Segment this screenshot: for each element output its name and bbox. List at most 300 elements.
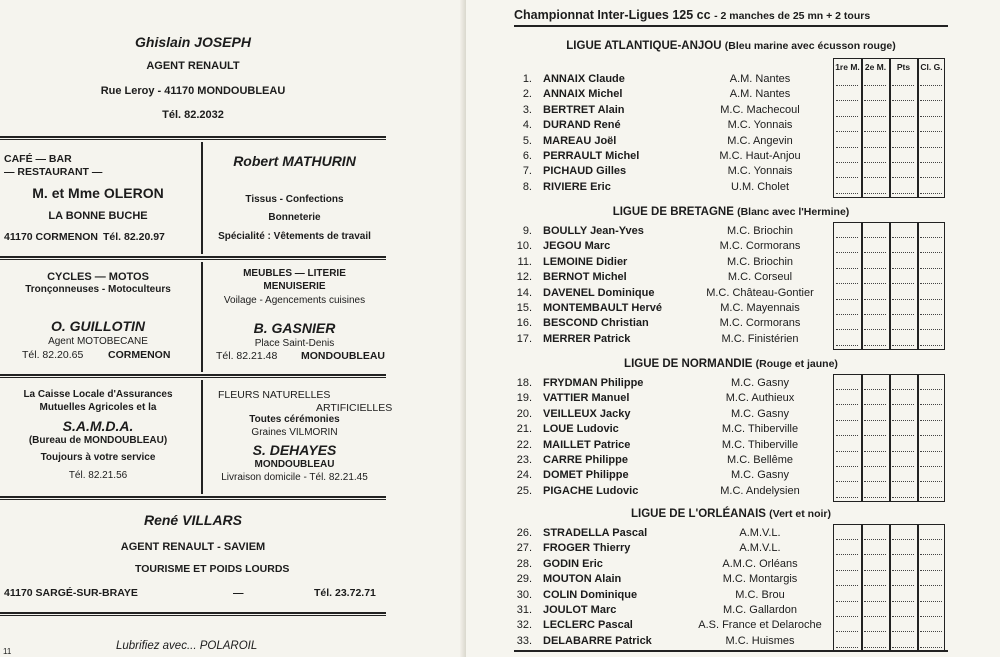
rider-number: 24. xyxy=(516,469,532,482)
league-header xyxy=(514,40,948,52)
score-cell xyxy=(864,268,886,270)
league-colors: (Blanc avec l'Hermine) xyxy=(737,206,850,218)
score-cell xyxy=(836,268,858,270)
score-cell xyxy=(864,420,886,422)
rider-number: 17. xyxy=(516,332,532,345)
score-cell xyxy=(892,252,914,254)
rider-name: FRYDMAN Philippe xyxy=(543,377,644,389)
rider-name: BOULLY Jean-Yves xyxy=(543,225,644,237)
score-cell xyxy=(920,554,942,556)
rider-number: 32. xyxy=(516,619,532,632)
joseph-address: Rue Leroy - 41170 MONDOUBLEAU xyxy=(100,85,286,97)
score-cell xyxy=(920,116,942,118)
score-cell xyxy=(892,616,914,618)
score-cell xyxy=(920,451,942,453)
score-cell xyxy=(864,585,886,587)
gasnier-line3: Voilage - Agencements cuisines xyxy=(223,295,366,306)
score-cell xyxy=(864,497,886,499)
score-cell xyxy=(892,283,914,285)
score-cell xyxy=(892,481,914,483)
score-cell xyxy=(836,631,858,633)
table-row xyxy=(514,485,948,502)
samda-line1: La Caisse Locale d'Assurances xyxy=(23,389,173,400)
rider-club: M.C. Bellême xyxy=(726,454,794,466)
samda-line3: (Bureau de MONDOUBLEAU) xyxy=(28,435,168,446)
rider-club: M.C. Thiberville xyxy=(721,438,799,451)
score-cell xyxy=(920,616,942,618)
score-cell xyxy=(836,85,858,87)
score-cell xyxy=(920,481,942,483)
score-cell xyxy=(892,631,914,633)
rider-name: LEMOINE Didier xyxy=(543,255,628,268)
rider-club: A.M. Nantes xyxy=(729,73,791,85)
score-cell xyxy=(920,345,942,347)
rider-club: M.C. Yonnais xyxy=(727,119,793,132)
rider-name: BERNOT Michel xyxy=(543,271,627,284)
score-cell xyxy=(864,389,886,391)
rider-name: LOUE Ludovic xyxy=(543,423,619,436)
rider-club: A.M.V.L. xyxy=(739,527,781,539)
rider-number: 21. xyxy=(516,423,532,436)
score-cell xyxy=(864,237,886,239)
rider-club: M.C. Yonnais xyxy=(727,165,793,178)
rider-club: M.C. Briochin xyxy=(726,225,794,237)
score-cell xyxy=(836,497,858,499)
score-cell xyxy=(920,162,942,164)
villars-address: 41170 SARGÉ-SUR-BRAYE xyxy=(4,587,138,599)
rider-number: 1. xyxy=(522,73,532,85)
dehayes-line1: FLEURS NATURELLES xyxy=(218,389,331,401)
rider-name: MAREAU Joël xyxy=(543,134,617,147)
score-cell xyxy=(864,481,886,483)
score-cell xyxy=(920,631,942,633)
mathurin-line2: Bonneterie xyxy=(268,212,321,223)
score-cell xyxy=(836,177,858,179)
oleron-tel: Tél. 82.20.97 xyxy=(103,231,165,243)
score-cell xyxy=(892,345,914,347)
oleron-line2: — RESTAURANT — xyxy=(4,166,103,178)
score-cell xyxy=(836,299,858,301)
rider-name: MOUTON Alain xyxy=(543,573,622,586)
score-cell xyxy=(864,345,886,347)
page-number: 11 xyxy=(3,647,12,656)
rider-number: 4. xyxy=(522,119,532,132)
rider-name: VEILLEUX Jacky xyxy=(543,407,631,420)
score-cell xyxy=(836,131,858,133)
samda-line4: Toujours à votre service xyxy=(40,452,156,463)
score-cell xyxy=(920,466,942,468)
rider-club: M.C. Briochin xyxy=(726,255,794,268)
rider-club: M.C. Cormorans xyxy=(719,240,801,253)
villars-line2: TOURISME ET POIDS LOURDS xyxy=(135,563,290,575)
score-cell xyxy=(920,539,942,541)
guillotin-line3: Agent MOTOBECANE xyxy=(48,336,148,347)
villars-name: René VILLARS xyxy=(143,512,242,528)
score-cell xyxy=(892,601,914,603)
score-cell xyxy=(836,404,858,406)
rider-number: 23. xyxy=(516,454,532,466)
score-cell xyxy=(892,314,914,316)
column-header: Cl. G. xyxy=(920,62,943,72)
score-cell xyxy=(864,299,886,301)
rider-number: 22. xyxy=(516,438,532,451)
divider xyxy=(0,612,386,616)
title-sub: - 2 manches de 25 mn + 2 tours xyxy=(714,10,871,22)
gasnier-town: MONDOUBLEAU xyxy=(301,350,385,362)
score-cell xyxy=(836,314,858,316)
rider-number: 29. xyxy=(516,573,532,586)
rider-club: M.C. Cormorans xyxy=(719,317,801,330)
dehayes-line6: Livraison domicile - Tél. 82.21.45 xyxy=(221,472,368,483)
rider-club: M.C. Authieux xyxy=(725,392,795,405)
joseph-name: Ghislain JOSEPH xyxy=(135,34,251,50)
rider-name: DURAND René xyxy=(543,119,621,132)
divider xyxy=(0,496,386,500)
rider-name: DELABARRE Patrick xyxy=(543,634,652,647)
rider-number: 8. xyxy=(522,180,532,193)
league-header xyxy=(514,206,948,218)
rider-name: PIGACHE Ludovic xyxy=(543,484,639,497)
rider-club: M.C. Château-Gontier xyxy=(706,286,814,299)
rider-name: GODIN Eric xyxy=(543,557,603,570)
score-cell xyxy=(864,554,886,556)
score-cell xyxy=(920,177,942,179)
score-cell xyxy=(836,539,858,541)
score-cell xyxy=(892,162,914,164)
league-name: LIGUE ATLANTIQUE-ANJOU xyxy=(566,40,722,52)
score-cell xyxy=(920,497,942,499)
score-cell xyxy=(836,481,858,483)
score-cell xyxy=(836,585,858,587)
joseph-tel: Tél. 82.2032 xyxy=(162,109,224,121)
score-cell xyxy=(920,268,942,270)
league-name: LIGUE DE NORMANDIE xyxy=(624,358,753,370)
table-row xyxy=(514,181,948,198)
score-cell xyxy=(864,283,886,285)
rider-number: 2. xyxy=(522,88,532,101)
score-cell xyxy=(864,314,886,316)
footer-slogan: Lubrifiez avec... POLAROIL xyxy=(116,640,258,652)
score-cell xyxy=(836,147,858,149)
rider-club: M.C. Huismes xyxy=(725,634,795,647)
score-cell xyxy=(836,193,858,195)
score-cell xyxy=(892,466,914,468)
score-cell xyxy=(892,585,914,587)
score-cell xyxy=(892,497,914,499)
rider-name: MONTEMBAULT Hervé xyxy=(543,302,662,314)
score-cell xyxy=(920,100,942,102)
divider xyxy=(514,650,948,653)
column-header: 2e M. xyxy=(864,62,887,72)
score-cell xyxy=(836,570,858,572)
samda-tel: Tél. 82.21.56 xyxy=(68,470,128,481)
score-cell xyxy=(836,100,858,102)
joseph-line1: AGENT RENAULT xyxy=(146,60,240,72)
mathurin-name: Robert MATHURIN xyxy=(233,153,356,169)
rider-name: MAILLET Patrice xyxy=(543,438,631,451)
score-cell xyxy=(920,131,942,133)
score-cell xyxy=(864,616,886,618)
rider-number: 18. xyxy=(516,377,532,389)
divider xyxy=(0,374,386,378)
table-row xyxy=(514,333,948,350)
league-colors: (Rouge et jaune) xyxy=(755,358,838,370)
rider-club: M.C. Haut-Anjou xyxy=(719,150,801,162)
gasnier-name: B. GASNIER xyxy=(253,320,336,336)
gasnier-tel: Tél. 82.21.48 xyxy=(216,350,278,362)
score-cell xyxy=(920,647,942,649)
rider-name: ANNAIX Michel xyxy=(543,88,623,101)
rider-number: 26. xyxy=(516,527,532,539)
rider-number: 12. xyxy=(516,271,532,284)
score-cell xyxy=(864,100,886,102)
rider-club: M.C. Machecoul xyxy=(720,103,800,116)
score-cell xyxy=(864,631,886,633)
score-cell xyxy=(892,131,914,133)
score-cell xyxy=(864,85,886,87)
score-cell xyxy=(836,237,858,239)
rider-club: A.M.C. Orléans xyxy=(722,557,798,570)
rider-club: A.S. France et Delaroche xyxy=(698,619,822,632)
rider-club: M.C. Mayennais xyxy=(720,302,800,314)
oleron-line1: CAFÉ — BAR xyxy=(4,153,72,165)
rider-number: 28. xyxy=(516,557,532,570)
gasnier-line4: Place Saint-Denis xyxy=(254,338,335,349)
rider-name: CARRE Philippe xyxy=(543,454,628,466)
score-cell xyxy=(892,85,914,87)
rider-name: VATTIER Manuel xyxy=(543,392,630,405)
rider-club: M.C. Gasny xyxy=(730,407,790,420)
score-cell xyxy=(920,193,942,195)
score-cell xyxy=(892,100,914,102)
rider-number: 27. xyxy=(516,542,532,555)
rider-number: 9. xyxy=(522,225,532,237)
guillotin-name: O. GUILLOTIN xyxy=(50,318,146,334)
score-cell xyxy=(864,404,886,406)
guillotin-line1: CYCLES — MOTOS xyxy=(47,271,149,283)
score-cell xyxy=(836,466,858,468)
league-header xyxy=(514,358,948,370)
score-cell xyxy=(836,283,858,285)
guillotin-line2: Tronçonneuses - Motoculteurs xyxy=(25,284,171,295)
score-cell xyxy=(920,147,942,149)
score-cell xyxy=(836,162,858,164)
score-cell xyxy=(892,570,914,572)
rider-club: M.C. Thiberville xyxy=(721,423,799,436)
rider-number: 10. xyxy=(516,240,532,253)
villars-tel: Tél. 23.72.71 xyxy=(314,587,376,599)
score-cell xyxy=(836,420,858,422)
score-cell xyxy=(892,539,914,541)
score-cell xyxy=(920,585,942,587)
rider-name: DAVENEL Dominique xyxy=(543,286,655,299)
page-title xyxy=(514,8,948,27)
rider-club: M.C. Gasny xyxy=(730,469,790,482)
dehayes-line2: ARTIFICIELLES xyxy=(316,402,393,414)
score-cell xyxy=(892,404,914,406)
villars-line1: AGENT RENAULT - SAVIEM xyxy=(120,541,266,553)
oleron-address: 41170 CORMENON xyxy=(4,231,98,243)
left-page xyxy=(0,0,466,657)
score-cell xyxy=(864,252,886,254)
gasnier-line2: MENUISERIE xyxy=(263,281,326,292)
rider-name: DOMET Philippe xyxy=(543,469,629,482)
rider-club: M.C. Gasny xyxy=(730,377,790,389)
score-cell xyxy=(864,647,886,649)
rider-name: RIVIERE Eric xyxy=(543,180,611,193)
score-cell xyxy=(864,193,886,195)
score-cell xyxy=(892,647,914,649)
guillotin-tel: Tél. 82.20.65 xyxy=(22,349,84,361)
score-cell xyxy=(864,162,886,164)
league-name: LIGUE DE L'ORLÉANAIS xyxy=(630,508,766,520)
rider-name: LECLERC Pascal xyxy=(543,619,633,632)
score-cell xyxy=(836,647,858,649)
rider-name: BESCOND Christian xyxy=(543,317,649,330)
rider-club: M.C. Corseul xyxy=(727,271,793,284)
score-cell xyxy=(836,116,858,118)
dehayes-line3: Toutes cérémonies xyxy=(249,414,340,425)
rider-name: STRADELLA Pascal xyxy=(543,527,648,539)
score-cell xyxy=(864,116,886,118)
rider-number: 11. xyxy=(517,255,532,268)
score-cell xyxy=(920,404,942,406)
score-cell xyxy=(836,345,858,347)
rider-number: 7. xyxy=(522,165,532,178)
rider-number: 33. xyxy=(516,634,532,647)
score-cell xyxy=(836,616,858,618)
score-cell xyxy=(892,329,914,331)
score-cell xyxy=(836,252,858,254)
rider-number: 20. xyxy=(516,407,532,420)
score-cell xyxy=(920,283,942,285)
divider xyxy=(0,256,386,260)
score-cell xyxy=(892,268,914,270)
score-cell xyxy=(864,570,886,572)
rider-club: M.C. Montargis xyxy=(722,573,798,586)
score-cell xyxy=(920,389,942,391)
rider-club: A.M.V.L. xyxy=(739,542,781,555)
dehayes-line4: Graines VILMORIN xyxy=(251,427,338,438)
score-cell xyxy=(892,147,914,149)
oleron-name: M. et Mme OLERON xyxy=(32,185,164,201)
rider-club: M.C. Andelysien xyxy=(720,484,800,497)
villars-dash: — xyxy=(233,587,244,599)
mathurin-line3: Spécialité : Vêtements de travail xyxy=(218,231,371,242)
samda-line2: Mutuelles Agricoles et la xyxy=(39,402,157,413)
score-cell xyxy=(892,237,914,239)
guillotin-town: CORMENON xyxy=(108,349,171,361)
rider-number: 25. xyxy=(516,484,532,497)
score-cell xyxy=(892,451,914,453)
score-cell xyxy=(920,252,942,254)
rider-number: 30. xyxy=(516,588,532,601)
title-main: Championnat Inter-Ligues 125 cc xyxy=(514,8,711,22)
column-header: 1re M. xyxy=(835,62,860,72)
samda-name: S.A.M.D.A. xyxy=(62,418,134,434)
score-cell xyxy=(864,435,886,437)
score-cell xyxy=(864,451,886,453)
score-cell xyxy=(836,389,858,391)
rider-name: ANNAIX Claude xyxy=(543,73,625,85)
rider-number: 5. xyxy=(522,134,532,147)
score-cell xyxy=(836,554,858,556)
score-cell xyxy=(920,601,942,603)
score-cell xyxy=(892,420,914,422)
rider-name: PERRAULT Michel xyxy=(543,150,640,162)
score-cell xyxy=(864,177,886,179)
score-cell xyxy=(864,131,886,133)
score-cell xyxy=(864,539,886,541)
score-cell xyxy=(864,329,886,331)
score-cell xyxy=(892,299,914,301)
score-cell xyxy=(892,389,914,391)
score-cell xyxy=(892,193,914,195)
rider-club: U.M. Cholet xyxy=(730,180,790,193)
rider-club: M.C. Brou xyxy=(735,588,785,601)
divider xyxy=(0,136,386,140)
rider-number: 3. xyxy=(522,103,532,116)
rider-name: PICHAUD Gilles xyxy=(543,165,627,178)
rider-club: M.C. Angevin xyxy=(727,134,793,147)
score-cell xyxy=(892,435,914,437)
score-cell xyxy=(836,329,858,331)
league-name: LIGUE DE BRETAGNE xyxy=(612,206,734,218)
rider-name: MERRER Patrick xyxy=(543,332,631,345)
score-cell xyxy=(920,314,942,316)
score-cell xyxy=(920,237,942,239)
league-colors: (Bleu marine avec écusson rouge) xyxy=(724,40,896,52)
score-cell xyxy=(836,435,858,437)
gasnier-line1: MEUBLES — LITERIE xyxy=(243,268,346,279)
rider-name: JOULOT Marc xyxy=(543,604,617,616)
score-cell xyxy=(920,420,942,422)
score-cell xyxy=(864,601,886,603)
score-cell xyxy=(836,601,858,603)
oleron-tag: LA BONNE BUCHE xyxy=(48,210,148,222)
score-cell xyxy=(892,177,914,179)
rider-number: 15. xyxy=(516,302,532,314)
column-header: Pts xyxy=(896,62,911,72)
rider-name: FROGER Thierry xyxy=(543,542,631,555)
rider-number: 6. xyxy=(522,150,532,162)
rider-number: 31. xyxy=(516,604,532,616)
score-cell xyxy=(864,466,886,468)
rider-name: COLIN Dominique xyxy=(543,588,638,601)
rider-club: M.C. Gallardon xyxy=(723,604,797,616)
score-cell xyxy=(920,299,942,301)
rider-number: 19. xyxy=(516,392,532,405)
rider-club: M.C. Finistérien xyxy=(721,332,799,345)
league-colors: (Vert et noir) xyxy=(769,508,832,520)
score-cell xyxy=(920,329,942,331)
rider-number: 14. xyxy=(516,286,532,299)
rider-name: BERTRET Alain xyxy=(543,103,625,116)
mathurin-line1: Tissus - Confections xyxy=(245,194,344,205)
league-header xyxy=(514,508,948,520)
score-cell xyxy=(920,435,942,437)
dehayes-name: S. DEHAYES xyxy=(252,442,337,458)
score-cell xyxy=(892,554,914,556)
rider-name: JEGOU Marc xyxy=(543,240,611,253)
dehayes-line5: MONDOUBLEAU xyxy=(254,459,335,470)
score-cell xyxy=(892,116,914,118)
rider-club: A.M. Nantes xyxy=(729,88,791,101)
rider-number: 16. xyxy=(516,317,532,330)
score-cell xyxy=(920,570,942,572)
score-cell xyxy=(864,147,886,149)
score-cell xyxy=(836,451,858,453)
